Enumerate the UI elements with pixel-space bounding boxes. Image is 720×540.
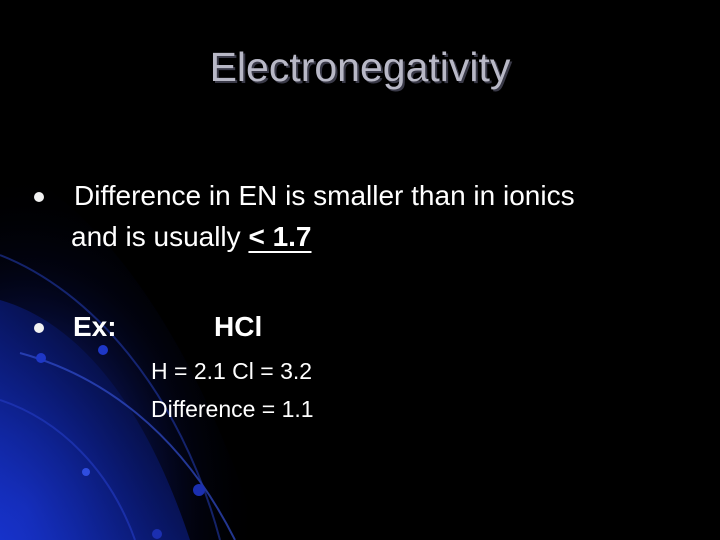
orbit-dot-2 [98,345,108,355]
example-label: Ex: [73,311,117,342]
electronegativity-values: H = 2.1 Cl = 3.2 [151,358,313,384]
bullet-1-line-1: Difference in EN is smaller than in ionics [74,180,575,211]
orbit-dot-3 [193,484,205,496]
bullet-2 [34,323,44,333]
slide-title: Electronegativity [209,44,511,90]
threshold-value: < 1.7 [248,221,312,252]
orbit-dot-1 [36,353,46,363]
orbit-dot-4 [152,529,162,539]
bullet-1 [34,192,44,202]
bullet-1-line-2 [71,218,312,256]
bullet-1-line-2-prefix: and is usually [71,221,249,252]
difference-value: Difference = 1.1 [151,396,314,422]
orbit-dot-5 [82,468,90,476]
example-compound: HCl [214,311,263,342]
